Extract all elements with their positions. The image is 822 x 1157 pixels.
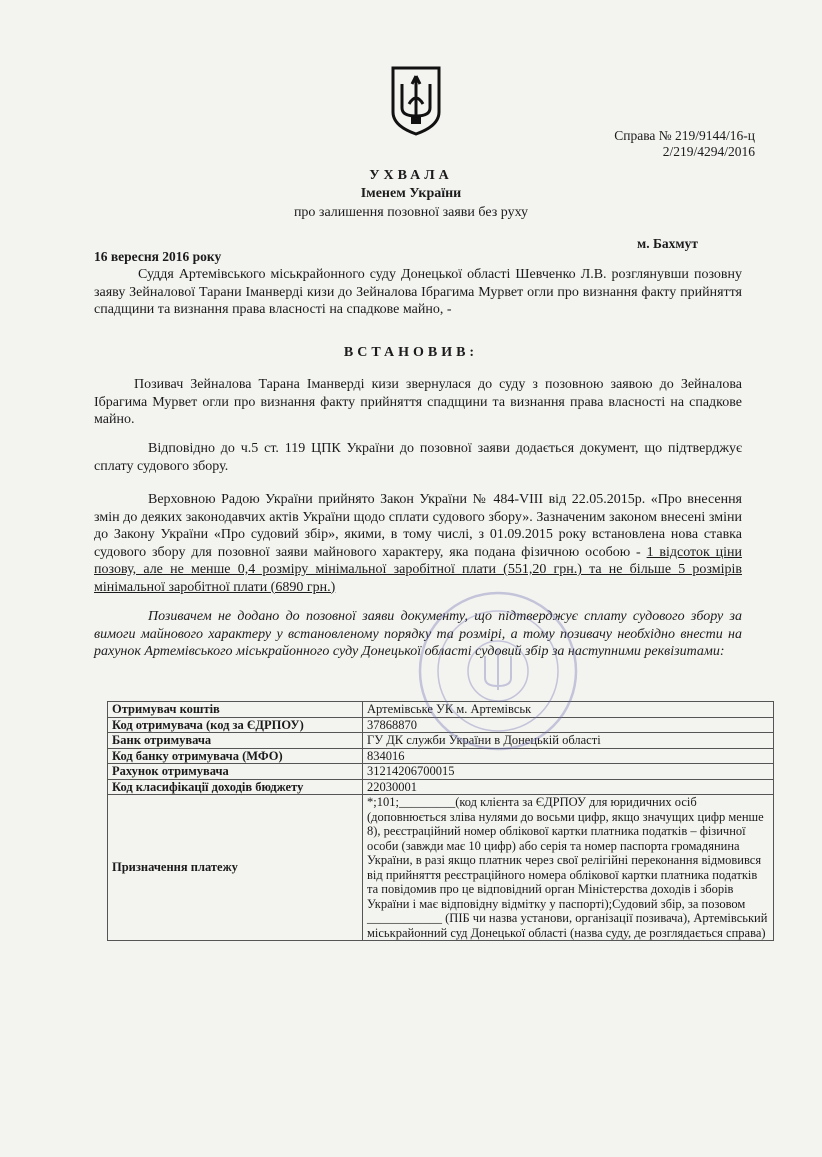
city: м. Бахмут [637, 236, 698, 251]
document-subtitle: Іменем України [360, 186, 462, 201]
established-heading: ВСТАНОВИВ: [343, 345, 479, 360]
fee-law-paragraph [94, 491, 742, 596]
case-number-line2: 2/219/4294/2016 [662, 144, 755, 159]
requisite-key: Рахунок отримувача [108, 764, 363, 780]
document-subject: про залишення позовної заяви без руху [293, 205, 529, 220]
requisite-value: 37868870 [363, 717, 774, 733]
requisite-key: Код отримувача (код за ЄДРПОУ) [108, 717, 363, 733]
fee-law-text: Верховною Радою України прийнято Закон України № 484-VIII від 22.05.2015р. «Про внесення змін до деяких законодавчих актів України щодо сплати судового збору». Зазначеним законом внесені зміни до Закону України «Про судовий збір», якими, в тому числі, з 01.09.2015 року встановлена нова ставка судового збору для позовної заяви майнового характеру, яка подана фізичною особою - [94, 492, 742, 560]
table-row [108, 779, 774, 795]
table-row [108, 702, 774, 718]
requirement-paragraph: Позивачем не додано до позовної заяви документу, що підтверджує сплату судового збору за вимоги майнового характеру у встановленому порядку та розмірі, а тому позивачу необхідно внести на рахунок Артемівського міськрайонного суду Донецької області судовий збір за наступними реквізитами: [94, 609, 742, 659]
document-title: УХВАЛА [369, 168, 453, 183]
requisite-key: Код банку отримувача (МФО) [108, 748, 363, 764]
law-paragraph: Відповідно до ч.5 ст. 119 ЦПК України до позовної заяви додається документ, що підтверджує сплату судового збору. [94, 441, 742, 474]
table-row [108, 733, 774, 749]
requisite-value: 22030001 [363, 779, 774, 795]
requisites-table [107, 701, 774, 941]
requisite-key: Код класифікації доходів бюджету [108, 779, 363, 795]
document-date: 16 вересня 2016 року [94, 249, 222, 264]
case-number [585, 128, 755, 160]
trident-icon [389, 64, 443, 136]
intro-paragraph: Суддя Артемівського міськрайонного суду Донецької області Шевченко Л.В. розглянувши позовну заяву Зейналової Тарани Іманверді кизи до Зейналова Ібрагима Мурвет огли про визнання факту прийняття спадщини та визнання права власності на спадкове майно, - [94, 267, 742, 317]
purpose-value: *;101;_________(код клієнта за ЄДРПОУ для юридичних осіб (доповнюється зліва нулями до восьми цифр, якщо значущих цифр менше 8), реєстраційний номер облікової картки платника податків – фізичної особи (завжди має 10 цифр) або серія та номер паспорта громадянина України, в разі якщо платник через свої релігійні переконання відмовився від прийняття реєстраційного номера облікової картки платника податків та повідомив про це відповідний орган Міністерства доходів і зборів України і має відповідну відмітку у паспорті);Судовий збір, за позовом ____________ (ПІБ чи назва установи, організації позивача), Артемівський міськрайонний суд Донецької області (назва суду, де розглядається справа) [363, 795, 774, 941]
requisite-value: ГУ ДК служби України в Донецькій області [363, 733, 774, 749]
requisite-value: 31214206700015 [363, 764, 774, 780]
table-row [108, 795, 774, 941]
requisite-key: Банк отримувача [108, 733, 363, 749]
requisites-table-body [108, 702, 774, 941]
case-number-line1: Справа № 219/9144/16-ц [614, 128, 755, 143]
table-row [108, 717, 774, 733]
requisite-key: Отримувач коштів [108, 702, 363, 718]
purpose-key: Призначення платежу [108, 795, 363, 941]
claim-paragraph: Позивач Зейналова Тарана Іманверді кизи звернулася до суду з позовною заявою до Зейналова Ібрагима Мурвет огли про визнання факту прийняття спадщини та визнання права власності на спадкове майно. [94, 377, 742, 427]
table-row [108, 764, 774, 780]
requisite-value: 834016 [363, 748, 774, 764]
fee-rate-text: 1 відсоток ціни позову, але не менше 0,4 розміру мінімальної заробітної плати (551,20 грн.) та не більше 5 розмірів мінімальної заробітної плати (6890 грн.) [94, 544, 742, 595]
table-row [108, 748, 774, 764]
requisite-value: Артемівське УК м. Артемівськ [363, 702, 774, 718]
